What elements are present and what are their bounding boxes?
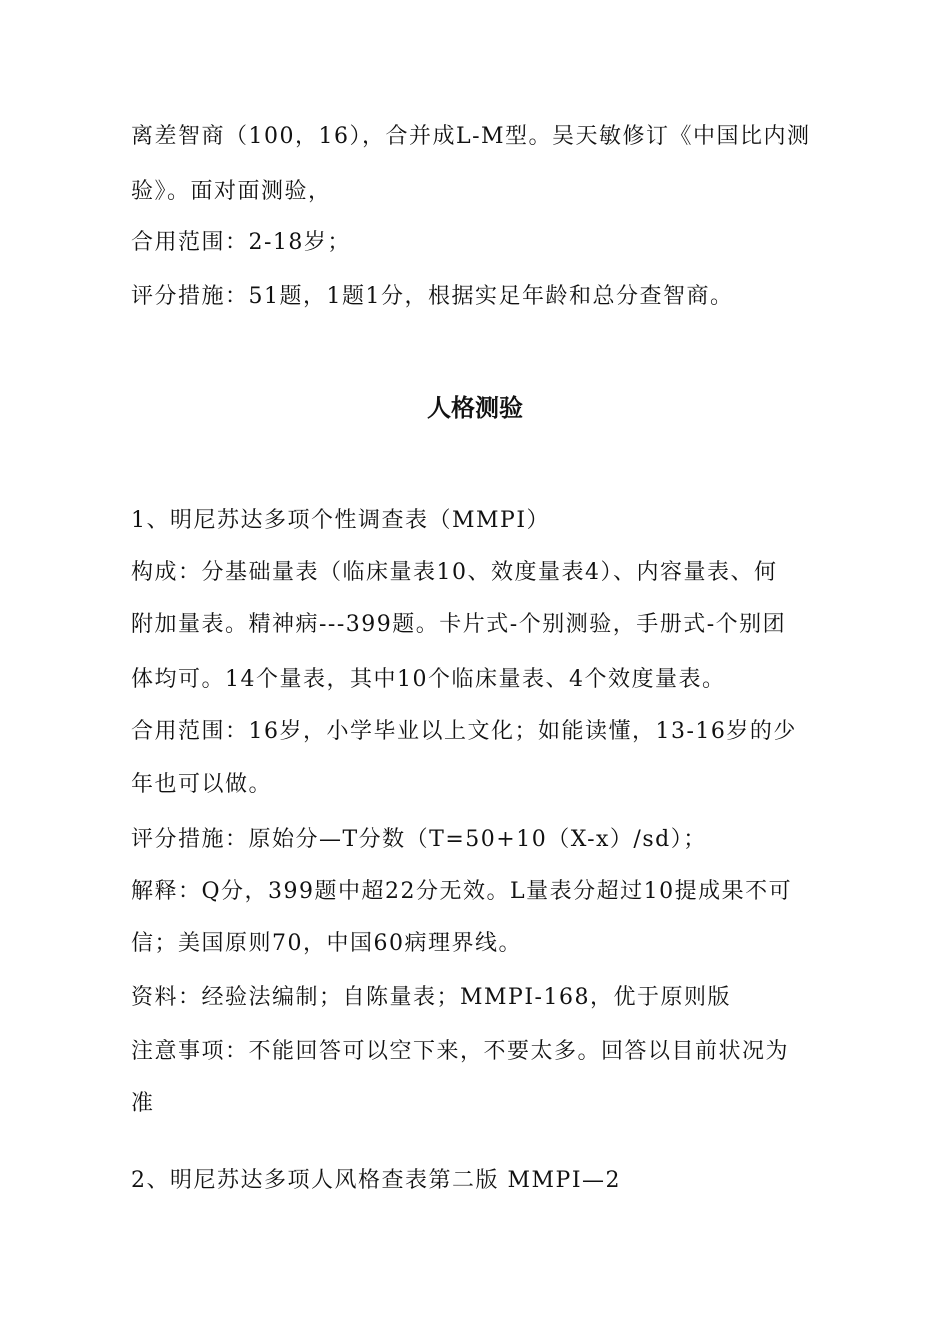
mmpi-notes-line-1: 注意事项：不能回答可以空下来，不要太多。回答以目前状况为 [131, 1039, 790, 1064]
intro-range-line: 合用范围：2-18岁； [131, 230, 351, 255]
mmpi-explain-line-2: 信；美国原则70，中国60病理界线。 [131, 931, 522, 956]
mmpi-composition-line-2: 附加量表。精神病---399题。卡片式-个别测验，手册式-个别团 [131, 612, 787, 637]
mmpi-scoring-line: 评分措施：原始分—T分数（T=50+10（X-x）/sd）； [131, 827, 707, 852]
section-title: 人格测验 [427, 394, 523, 422]
mmpi-heading: 1、明尼苏达多项个性调查表（MMPI） [131, 508, 551, 533]
mmpi-range-line-2: 年也可以做。 [131, 772, 273, 797]
mmpi-materials-line: 资料：经验法编制；自陈量表；MMPI-168，优于原则版 [131, 985, 731, 1010]
intro-scoring-line: 评分措施：51题，1题1分，根据实足年龄和总分查智商。 [131, 284, 734, 309]
intro-line-1: 离差智商（100，16），合并成L-M型。吴天敏修订《中国比内测 [131, 124, 811, 149]
mmpi-notes-line-2: 准 [131, 1091, 155, 1116]
mmpi-composition-line-1: 构成：分基础量表（临床量表10、效度量表4）、内容量表、何 [131, 560, 778, 585]
mmpi-range-line-1: 合用范围：16岁，小学毕业以上文化；如能读懂，13-16岁的少 [131, 719, 797, 744]
mmpi-explain-line-1: 解释：Q分，399题中超22分无效。L量表分超过10提成果不可 [131, 879, 793, 904]
mmpi-composition-line-3: 体均可。14个量表，其中10个临床量表、4个效度量表。 [131, 667, 726, 692]
intro-line-2: 验》。面对面测验， [131, 179, 332, 204]
mmpi2-heading: 2、明尼苏达多项人风格查表第二版 MMPI—2 [131, 1168, 622, 1193]
